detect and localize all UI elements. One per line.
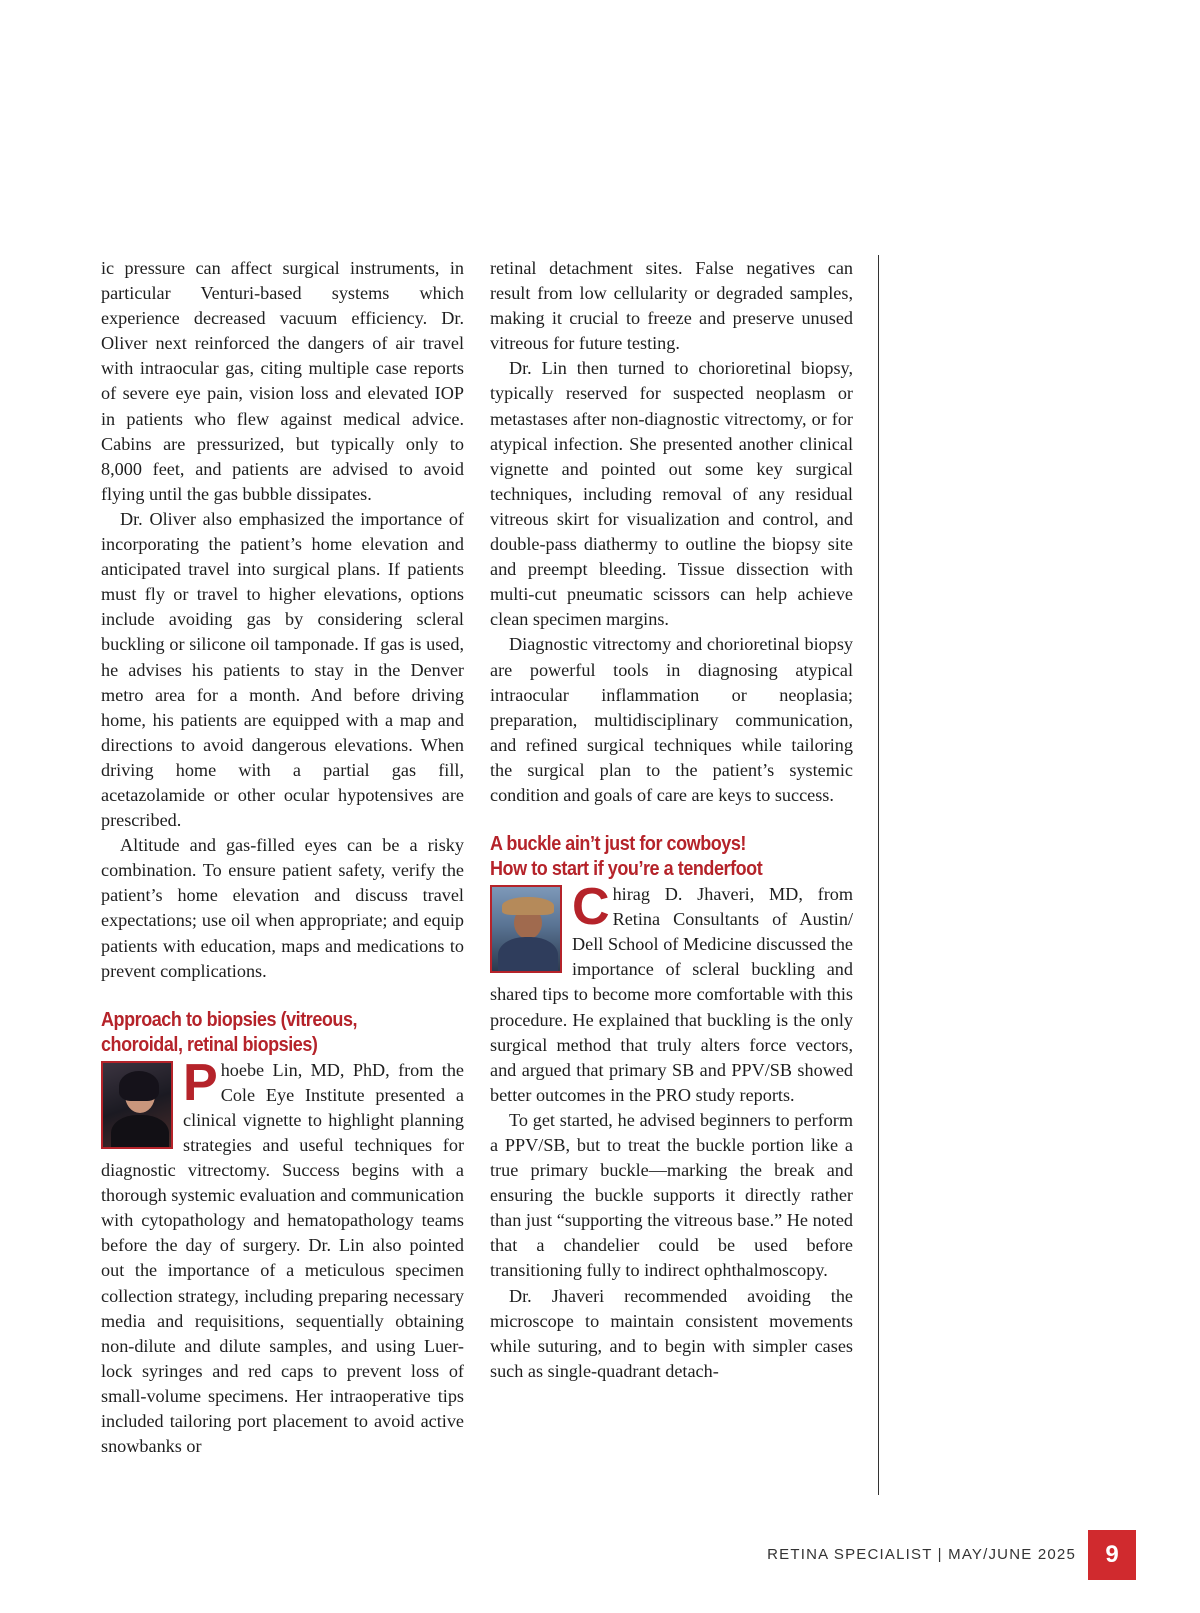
drop-cap: C: [572, 878, 610, 937]
speaker-photo-jhaveri: [490, 885, 562, 973]
paragraph: Diagnostic vitrectomy and chorioretinal biopsy are powerful tools in diagnosing atypical intraocular inflammation or neoplasia; preparation, multidisciplinary communication, and refined surgical techniques while tailoring the surgical plan to the patient’s systemic condition and goals of care are keys to success.: [490, 634, 853, 805]
paragraph: hirag D. Jhaveri, MD, from Retina Consultants of Austin/ Dell School of Medicine discussed the importance of scleral buckling and shared tips to become more comfortable with this procedure. He explained that buckling is the only surgical method that truly alters force vectors, and argued that primary SB and PPV/SB showed better outcomes in the PRO study reports.: [490, 884, 853, 1105]
middle-column: [490, 256, 853, 1384]
heading-line: How to start if you’re a tenderfoot: [490, 858, 763, 881]
paragraph: To get started, he advised beginners to perform a PPV/SB, but to treat the buckle portion like a true primary buckle—marking the break and ensuring the buckle supports it directly rather than just “supporting the vitreous base.” He noted that a chandelier could be used before transitioning fully to indirect ophthalmoscopy.: [490, 1109, 853, 1281]
heading-line: A buckle ain’t just for cowboys!: [490, 833, 746, 856]
section-heading-biopsies: [101, 1008, 464, 1058]
section-heading-buckle: [490, 832, 853, 882]
page-number-badge: [1088, 1530, 1136, 1580]
paragraph: ic pressure can affect surgical instruments, in particular Venturi-based systems which experience decreased vacuum efficiency. Dr. Oliver next reinforced the dangers of air travel with intraocular gas, citing multiple case reports of severe eye pain, vision loss and elevated IOP in patients who flew against medical advice. Cabins are pressurized, but typically only to 8,000 feet, and patients are advised to avoid flying until the gas bubble dissipates.: [101, 258, 464, 504]
column-divider: [878, 255, 879, 1495]
heading-line: Approach to biopsies (vitreous,: [101, 1008, 358, 1031]
footer-publication: RETINA SPECIALIST | MAY/JUNE 2025: [767, 1546, 1076, 1563]
paragraph: Dr. Oliver also emphasized the importance of incorporating the patient’s home elevation and anticipated travel into surgical plans. If patients must fly or travel to higher elevations, options include avoiding gas by considering scleral buckling or silicone oil tamponade. If gas is used, he advises his patients to stay in the Denver metro area for a month. And before driving home, his patients are equipped with a map and directions to avoid dangerous elevations. When driving home with a partial gas fill, acetazolamide or other ocular hypotensives are prescribed.: [101, 508, 464, 831]
page-number: 9: [1105, 1541, 1119, 1568]
drop-cap: P: [183, 1053, 218, 1112]
speaker-photo-lin: [101, 1061, 173, 1149]
paragraph: Dr. Lin then turned to chorioretinal biopsy, typically reserved for suspected neoplasm or metastases after non-diagnostic vitrectomy, or for atypical infection. She presented another clinical vignette and pointed out some key surgical techniques, including removal of any residual vitreous skirt for visualization and control, and double-pass diathermy to outline the biopsy site and preempt bleeding. Tissue dissection with multi-cut pneumatic scissors can help achieve clean specimen margins.: [490, 358, 853, 630]
paragraph: retinal detachment sites. False negatives can result from low cellularity or degraded samples, making it crucial to freeze and preserve unused vitreous for future testing.: [490, 258, 853, 354]
paragraph: hoebe Lin, MD, PhD, from the Cole Eye Institute presented a clinical vignette to highlight planning strategies and useful techniques for diagnostic vitrectomy. Success begins with a thorough systemic evaluation and communication with cytopathology and hematopathology teams before the day of surgery. Dr. Lin also pointed out the importance of a meticulous specimen collection strategy, including preparing necessary media and requisitions, sequentially obtaining non-dilute and dilute samples, and using Luer-lock syringes and red caps to prevent loss of small-volume specimens. Her intraoperative tips included tailoring port placement to avoid active snowbanks or: [101, 1059, 464, 1457]
heading-line: choroidal, retinal biopsies): [101, 1033, 318, 1056]
paragraph: Dr. Jhaveri recommended avoiding the microscope to maintain consistent movements while suturing, and to begin with simpler cases such as single-quadrant detach-: [490, 1285, 853, 1381]
paragraph: Altitude and gas-filled eyes can be a risky combination. To ensure patient safety, verify the patient’s home elevation and discuss travel expectations; use oil when appropriate; and equip patients with education, maps and medications to prevent complications.: [101, 835, 464, 981]
left-column: [101, 256, 464, 1459]
